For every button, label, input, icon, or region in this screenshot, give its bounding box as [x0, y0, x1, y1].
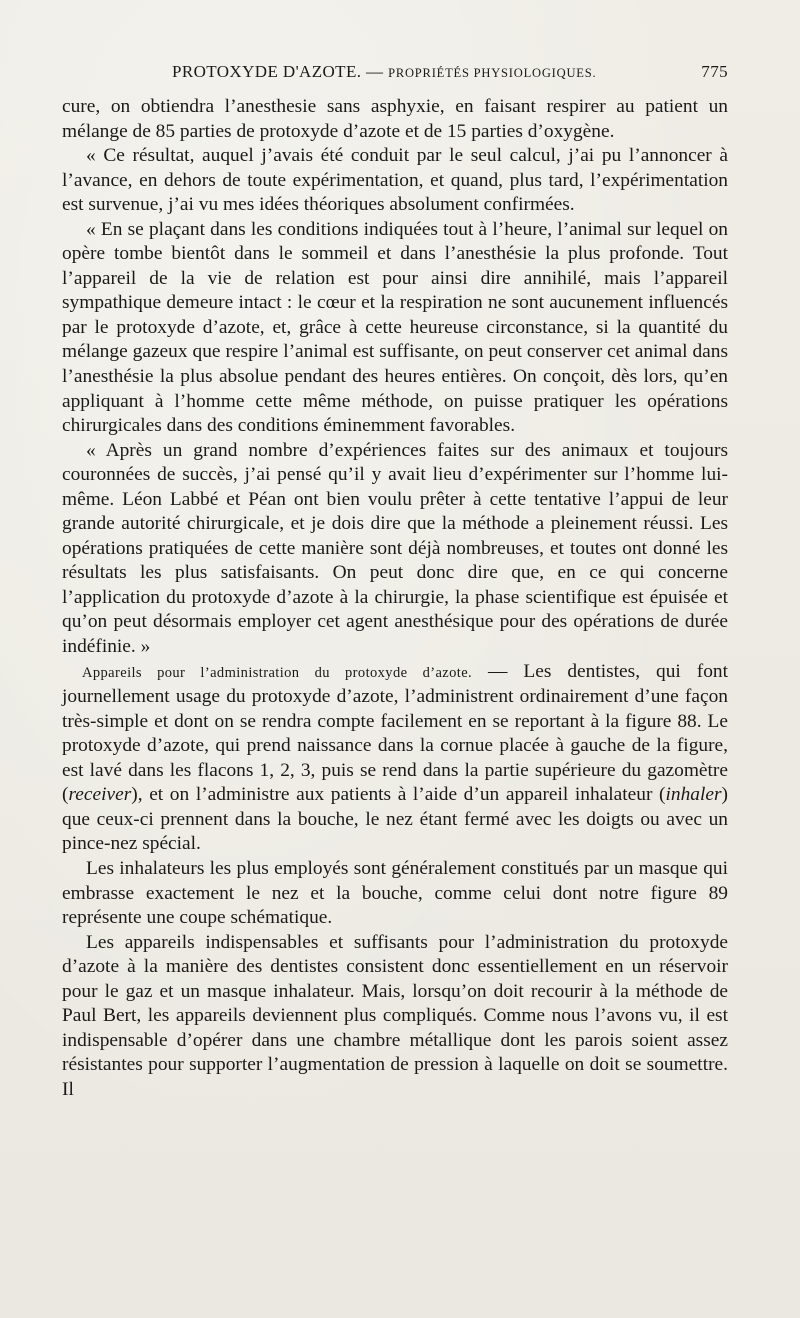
paragraph-quote-result: « Ce résultat, auquel j’avais été conduit par le seul calcul, j’ai pu l’annoncer à l’avance, en dehors de toute expérimentation, et quand, plus tard, l’expérimentation est survenue, j’ai vu mes idées théoriques absolument confirmées. — [62, 145, 728, 216]
running-title — [172, 62, 596, 82]
paragraph-inhalers: Les inhalateurs les plus employés sont généralement constitués par un masque qui embrasse exactement le nez et la bouche, comme celui dont notre figure 89 représente une coupe schématique. — [62, 857, 728, 929]
running-header — [62, 62, 728, 88]
page-number: 775 — [701, 62, 728, 81]
apparatus-text-c: ) que ceux-ci prennent dans la bouche, le nez étant fermé avec les doigts ou avec un pince-nez spécial. — [62, 784, 728, 855]
paragraph-apparatus — [62, 660, 728, 857]
paragraph-devices: Les appareils indispensables et suffisants pour l’administration du protoxyde d’azote à la manière des dentistes consistent donc essentiellement en un réservoir pour le gaz et un masque inhalateur. Mais, lorsqu’on doit recourir à la méthode de Paul Bert, les appareils deviennent plus compliqués. Comme nous l’avons vu, il est indispensable d’opérer dans une chambre métallique dont les parois soient assez résistantes pour supporter l’augmentation de pression à laquelle on doit se soumettre. Il — [62, 931, 728, 1100]
running-title-subtitle: PROPRIÉTÉS PHYSIOLOGIQUES. — [388, 66, 597, 80]
term-inhaler: inhaler — [665, 784, 722, 806]
paragraph-quote-conditions: « En se plaçant dans les conditions indiquées tout à l’heure, l’animal sur lequel on opère tombe bientôt dans le sommeil et dans l’anesthésie la plus profonde. Tout l’appareil de la vie de relation est pour ainsi dire annihilé, mais l’appareil sympathique demeure intact : le cœur et la respiration ne sont aucunement influencés par le protoxyde d’azote, et, grâce à cette heureuse circonstance, si la quantité du mélange gazeux que respire l’animal est suffisante, on peut conserver cet animal dans l’anesthésie la plus absolue pendant des heures entières. On conçoit, dès lors, qu’en appliquant à l’homme cette même méthode, on puisse pratiquer les opérations chirurgicales dans des conditions éminemment favorables. — [62, 218, 728, 437]
section-heading: Appareils pour l’administration du protoxyde d’azote. — [82, 664, 473, 681]
body-text — [62, 95, 728, 1102]
term-receiver: receiver — [68, 784, 132, 806]
apparatus-text-a: — Les dentistes, qui font journellement usage du protoxyde d’azote, l’administrent ordinairement d’une façon très-simple et dont on se rendra compte facilement en se reportant à la figure 88. Le protoxyde d’azote, qui prend naissance dans la cornue placée à gauche de la figure, est lavé dans les flacons 1, 2, 3, puis se rend dans la partie supérieure du gazomètre ( — [62, 660, 728, 806]
running-title-separator: — — [361, 62, 389, 81]
running-title-main: PROTOXYDE D'AZOTE. — [172, 62, 362, 81]
paragraph-quote-experiences: « Après un grand nombre d’expériences faites sur des animaux et toujours couronnées de succès, j’ai pensé qu’il y avait lieu d’expérimenter sur l’homme lui-même. Léon Labbé et Péan ont bien voulu prêter à cette tentative l’appui de leur grande autorité chirurgicale, et je dois dire que la méthode a pleinement réussi. Les opérations pratiquées de cette manière sont déjà nombreuses, et toutes ont donné les résultats les plus satisfaisants. On peut donc dire que, en ce qui concerne l’application du protoxyde d’azote à la chirurgie, la phase scientifique est épuisée et qu’on peut désormais employer cet agent anesthésique pour des opérations de durée indéfinie. » — [62, 439, 728, 658]
apparatus-text-b: ), et on l’administre aux patients à l’aide d’un appareil inhalateur ( — [131, 784, 666, 806]
paragraph-continuation: cure, on obtiendra l’anesthesie sans asphyxie, en faisant respirer au patient un mélange de 85 parties de protoxyde d’azote et de 15 parties d’oxygène. — [62, 96, 728, 142]
